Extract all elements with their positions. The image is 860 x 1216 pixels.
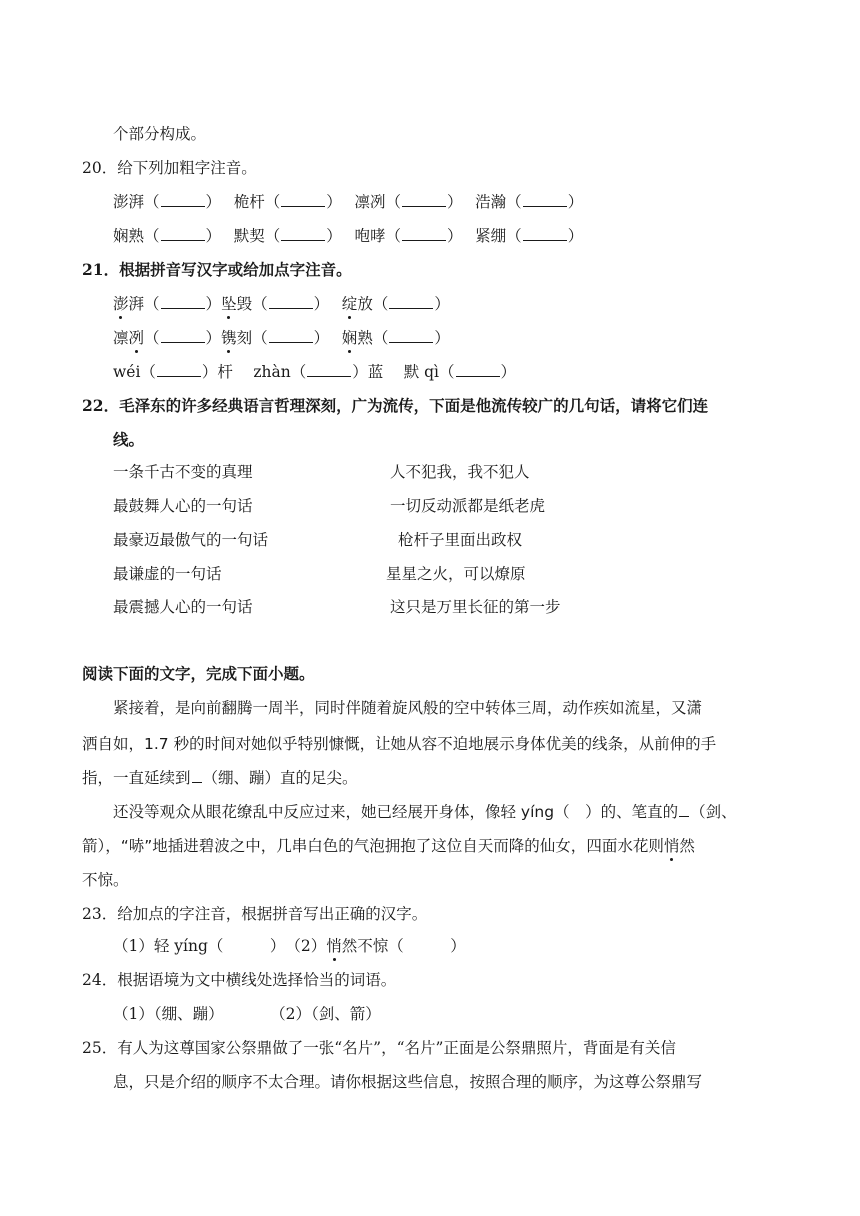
answer-blank[interactable] <box>269 328 313 343</box>
q21-row-2: 凛冽（ ）镌刻（ ） 娴熟（ ） <box>113 329 450 347</box>
answer-blank[interactable] <box>192 768 202 783</box>
answer-blank[interactable] <box>523 192 567 207</box>
match-right-item[interactable]: 枪杆子里面出政权 <box>398 531 523 549</box>
q21-suffix: ）杆 <box>201 363 233 381</box>
q20-word: 桅杆 <box>233 193 265 211</box>
question-25-stem-cont: 息，只是介绍的顺序不太合理。请你根据这些信息，按照合理的顺序，为这尊公祭鼎写 <box>113 1073 703 1091</box>
pinyin-prompt: 默 qì（ <box>403 363 455 381</box>
answer-blank[interactable] <box>389 294 433 309</box>
match-right-item[interactable]: 星星之火，可以燎原 <box>386 565 526 583</box>
passage-line: 洒自如，1.7 秒的时间对她似乎特别慷慨，让她从容不迫地展示身体优美的线条，从前伸的手 <box>82 735 717 753</box>
passage-text: 箭），“哧”地插进碧波之中，几串白色的气泡拥抱了这位自天而降的仙女，四面水花则 <box>82 837 664 855</box>
question-20-stem: 20．给下列加粗字注音。 <box>82 159 257 177</box>
answer-blank[interactable] <box>402 226 446 241</box>
q21-char: 刻 <box>236 329 253 347</box>
q20-word: 紧绷 <box>475 227 507 245</box>
answer-blank[interactable] <box>402 192 446 207</box>
answer-blank[interactable] <box>157 362 201 377</box>
passage-line: 紧接着，是向前翻腾一周半，同时伴随着旋风般的空中转体三周，动作疾如流星，又潇 <box>113 699 703 717</box>
match-left-item[interactable]: 一条千古不变的真理 <box>113 463 253 481</box>
passage-line: 不惊。 <box>82 871 129 889</box>
match-left-item[interactable]: 最谦虚的一句话 <box>113 565 222 583</box>
dotted-char: 冽 <box>128 329 145 347</box>
answer-blank[interactable] <box>307 362 351 377</box>
dotted-char: 绽 <box>341 295 358 313</box>
passage-line <box>82 836 695 856</box>
reading-instruction: 阅读下面的文字，完成下面小题。 <box>82 664 315 683</box>
match-left-item[interactable]: 最鼓舞人心的一句话 <box>113 497 253 515</box>
continuation-line: 个部分构成。 <box>113 125 207 143</box>
answer-blank[interactable] <box>456 362 500 377</box>
passage-text: （绷、蹦）直的足尖。 <box>202 769 358 787</box>
match-right-item[interactable]: 人不犯我，我不犯人 <box>390 463 530 481</box>
q21-suffix: ）蓝 <box>352 363 384 381</box>
q21-row-3 <box>113 362 516 382</box>
answer-blank[interactable] <box>161 226 205 241</box>
q20-word: 咆哮 <box>354 227 386 245</box>
question-23-stem: 23．给加点的字注音，根据拼音写出正确的汉字。 <box>82 905 428 923</box>
q20-word: 浩瀚 <box>475 193 507 211</box>
q21-char: 熟 <box>357 329 373 347</box>
option-text: 然不惊（ ） <box>341 937 466 955</box>
q21-char: 凛 <box>113 329 129 347</box>
question-22-stem-cont: 线。 <box>113 430 145 449</box>
q21-row-1: 澎湃（ ）坠毁（ ） 绽放（ ） <box>113 295 450 313</box>
answer-blank[interactable] <box>281 192 325 207</box>
passage-text: （剑、 <box>690 803 737 821</box>
passage-line <box>113 802 737 822</box>
passage-text: 然 <box>679 837 695 855</box>
q20-word: 默契 <box>233 227 265 245</box>
q21-char: 毁 <box>236 295 253 313</box>
dotted-char: 澎 <box>113 295 129 313</box>
pinyin-prompt: zhàn（ <box>253 363 307 381</box>
dotted-char: 坠 <box>221 295 237 313</box>
answer-blank[interactable] <box>281 226 325 241</box>
answer-blank[interactable] <box>161 192 205 207</box>
q24-options: （1）（绷、蹦） （2）（剑、箭） <box>113 1005 381 1023</box>
q23-options <box>113 936 466 956</box>
answer-blank[interactable] <box>679 802 689 817</box>
match-right-item[interactable]: 这只是万里长征的第一步 <box>390 598 561 616</box>
answer-blank[interactable] <box>269 294 313 309</box>
dotted-char: 娴 <box>341 329 358 347</box>
dotted-char: 悄 <box>326 937 342 955</box>
q21-suffix: ） <box>500 363 517 381</box>
q21-char: 放 <box>357 295 373 313</box>
answer-blank[interactable] <box>523 226 567 241</box>
option-text: （1）轻 yíng（ ） （2） <box>113 937 327 955</box>
answer-blank[interactable] <box>161 328 205 343</box>
q20-word: 凛冽 <box>354 193 386 211</box>
answer-blank[interactable] <box>161 294 205 309</box>
answer-blank[interactable] <box>389 328 433 343</box>
q20-row-1: 澎湃（ ） 桅杆（ ） 凛冽（ ） 浩瀚（ ） <box>113 193 584 211</box>
passage-text: 指，一直延续到 <box>82 769 191 787</box>
dotted-char: 悄 <box>663 837 680 855</box>
q20-word: 娴熟 <box>113 227 145 245</box>
dotted-char: 镌 <box>221 329 237 347</box>
pinyin-prompt: wéi（ <box>113 363 156 381</box>
match-left-item[interactable]: 最豪迈最傲气的一句话 <box>113 531 269 549</box>
question-24-stem: 24．根据语境为文中横线处选择恰当的词语。 <box>82 971 397 989</box>
question-22-stem: 22．毛泽东的许多经典语言哲理深刻，广为流传，下面是他流传较广的几句话，请将它们连 <box>82 396 709 415</box>
q21-char: 湃 <box>128 295 145 313</box>
passage-text: 还没等观众从眼花缭乱中反应过来，她已经展开身体，像轻 yíng（ ）的、笔直的 <box>113 803 679 821</box>
match-right-item[interactable]: 一切反动派都是纸老虎 <box>390 497 546 515</box>
question-21-stem: 21．根据拼音写汉字或给加点字注音。 <box>82 260 352 279</box>
question-25-stem: 25．有人为这尊国家公祭鼎做了一张“名片”，“名片”正面是公祭鼎照片，背面是有关信 <box>82 1039 676 1057</box>
q20-word: 澎湃 <box>113 193 145 211</box>
q20-row-2: 娴熟（ ） 默契（ ） 咆哮（ ） 紧绷（ ） <box>113 227 584 245</box>
match-left-item[interactable]: 最震撼人心的一句话 <box>113 598 253 616</box>
passage-line <box>82 768 358 788</box>
